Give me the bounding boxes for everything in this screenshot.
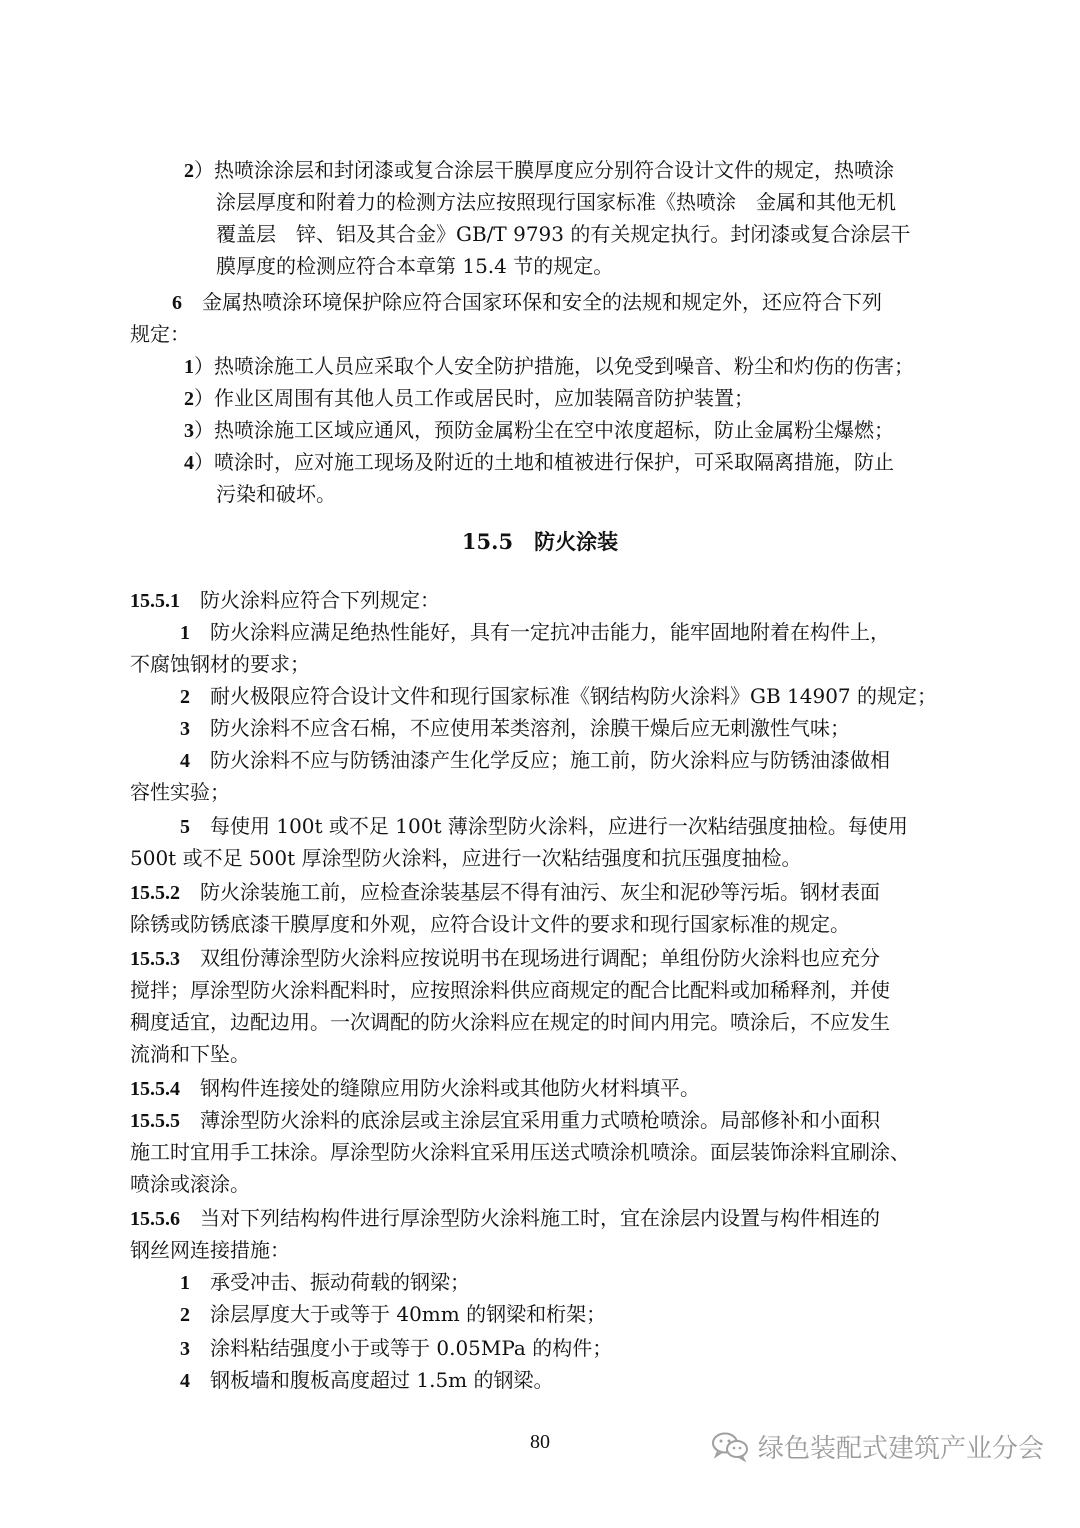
paragraph-line [184,350,914,383]
clause-number: 15.5.5 [130,1110,180,1132]
clause-line [130,1072,700,1105]
wechat-icon [710,1430,750,1462]
paragraph-line [130,318,190,350]
clause-line [130,876,880,909]
item-number: 2 [184,388,194,410]
line-text: ）热喷涂施工人员应采取个人安全防护措施，以免受到噪音、粉尘和灼伤的伤害； [194,354,914,378]
clause-line [130,942,880,975]
clause-number: 15.5.4 [130,1078,180,1100]
item-number: 3 [180,718,190,740]
line-text: 防火涂料不应含石棉，不应使用苯类溶剂，涂膜干燥后应无刺激性气味； [190,716,850,740]
paragraph-line [130,648,310,680]
line-text: 钢板墙和腹板高度超过 1.5m 的钢梁。 [190,1368,554,1392]
paragraph-line [180,680,937,713]
paragraph-line [130,974,890,1006]
item-number: 5 [180,816,190,838]
paragraph-line [180,1364,554,1397]
clause-number: 15.5.2 [130,882,180,904]
item-number: 3 [180,1338,190,1360]
line-text: 双组份薄涂型防火涂料应按说明书在现场进行调配；单组份防火涂料也应充分 [180,946,880,970]
item-number: 2 [180,1304,190,1326]
line-text: 防火涂料应满足绝热性能好，具有一定抗冲击能力，能牢固地附着在构件上， [190,620,890,644]
clause-line [130,1202,880,1235]
paragraph-line [130,1168,250,1200]
line-text: ）热喷涂施工区域应通风，预防金属粉尘在空中浓度超标，防止金属粉尘爆燃； [194,418,894,442]
paragraph-line [184,414,894,447]
line-text: 薄涂型防火涂料的底涂层或主涂层宜采用重力式喷枪喷涂。局部修补和小面积 [180,1108,880,1132]
paragraph-line [180,810,908,843]
clause-line [130,584,440,617]
line-text: 施工时宜用手工抹涂。厚涂型防火涂料宜采用压送式喷涂机喷涂。面层装饰涂料宜刷涂、 [130,1140,910,1164]
paragraph-line [184,446,894,479]
clause-number: 15.5.3 [130,948,180,970]
watermark [710,1424,1044,1468]
paragraph-line [130,908,850,940]
line-text: 防火涂料应符合下列规定： [180,588,440,612]
paragraph-line [130,1234,290,1266]
paragraph-line [184,382,754,415]
paragraph-line [180,744,890,777]
item-number: 1 [180,622,190,644]
line-text: 除锈或防锈底漆干膜厚度和外观，应符合设计文件的要求和现行国家标准的规定。 [130,912,850,936]
line-text: 钢构件连接处的缝隙应用防火涂料或其他防火材料填平。 [180,1076,700,1100]
paragraph-line [216,250,613,282]
line-text: 钢丝网连接措施： [130,1238,290,1262]
paragraph-line [130,842,802,874]
line-text: 耐火极限应符合设计文件和现行国家标准《钢结构防火涂料》GB 14907 的规定； [190,684,938,708]
page-number: 80 [530,1431,550,1453]
section-title: 15.5 防火涂装 [461,529,619,554]
item-number: 1 [184,356,194,378]
line-text: 膜厚度的检测应符合本章第 15.4 节的规定。 [216,254,614,278]
item-number: 2 [180,686,190,708]
line-text: 承受冲击、振动荷载的钢梁； [190,1270,470,1294]
line-text: 规定： [130,322,190,346]
paragraph-line [180,1332,612,1365]
paragraph-line [184,154,894,187]
paragraph-line [130,776,230,808]
paragraph-line [130,1006,890,1038]
line-text: 容性实验； [130,780,230,804]
paragraph-line [130,1136,910,1168]
item-number: 2 [184,160,194,182]
line-text: 涂层厚度和附着力的检测方法应按照现行国家标准《热喷涂 金属和其他无机 [216,190,896,214]
line-text: 喷涂或滚涂。 [130,1172,250,1196]
clause-number: 15.5.1 [130,590,180,612]
line-text: 覆盖层 锌、铝及其合金》GB/T 9793 的有关规定执行。封闭漆或复合涂层干 [216,222,911,246]
paragraph-line [216,218,910,250]
paragraph-line [180,712,850,745]
line-text: 流淌和下坠。 [130,1042,250,1066]
line-text: 污染和破坏。 [216,482,336,506]
line-text: 金属热喷涂环境保护除应符合国家环保和安全的法规和规定外，还应符合下列 [182,290,882,314]
line-text: 涂层厚度大于或等于 40mm 的钢梁和桁架； [190,1302,607,1326]
item-number: 3 [184,420,194,442]
paragraph-line [180,616,890,649]
item-number: 4 [184,452,194,474]
item-number: 1 [180,1272,190,1294]
item-number: 4 [180,750,190,772]
line-text: 稠度适宜，边配边用。一次调配的防火涂料应在规定的时间内用完。喷涂后，不应发生 [130,1010,890,1034]
line-text: 当对下列结构构件进行厚涂型防火涂料施工时，宜在涂层内设置与构件相连的 [180,1206,880,1230]
paragraph-line [180,1266,470,1299]
line-text: 不腐蚀钢材的要求； [130,652,310,676]
line-text: 涂料粘结强度小于或等于 0.05MPa 的构件； [190,1336,613,1360]
line-text: 防火涂装施工前，应检查涂装基层不得有油污、灰尘和泥砂等污垢。钢材表面 [180,880,880,904]
paragraph-line [216,478,336,510]
line-text: 搅拌；厚涂型防火涂料配料时，应按照涂料供应商规定的配合比配料或加稀释剂，并使 [130,978,890,1002]
line-text: 500t 或不足 500t 厚涂型防火涂料，应进行一次粘结强度和抗压强度抽检。 [130,846,802,870]
item-number: 4 [180,1370,190,1392]
line-text: ）作业区周围有其他人员工作或居民时，应加装隔音防护装置； [194,386,754,410]
paragraph-line [172,286,882,319]
clause-number: 15.5.6 [130,1208,180,1230]
line-text: ）喷涂时，应对施工现场及附近的土地和植被进行保护，可采取隔离措施，防止 [194,450,894,474]
paragraph-line [216,186,896,218]
line-text: 防火涂料不应与防锈油漆产生化学反应；施工前，防火涂料应与防锈油漆做相 [190,748,890,772]
clause-line [130,1104,880,1137]
line-text: 每使用 100t 或不足 100t 薄涂型防火涂料，应进行一次粘结强度抽检。每使用 [190,814,908,838]
line-text: ）热喷涂涂层和封闭漆或复合涂层干膜厚度应分别符合设计文件的规定，热喷涂 [194,158,894,182]
watermark-text: 绿色装配式建筑产业分会 [758,1433,1045,1464]
paragraph-line [130,1038,250,1070]
paragraph-line [180,1298,606,1331]
item-number: 6 [172,292,182,314]
